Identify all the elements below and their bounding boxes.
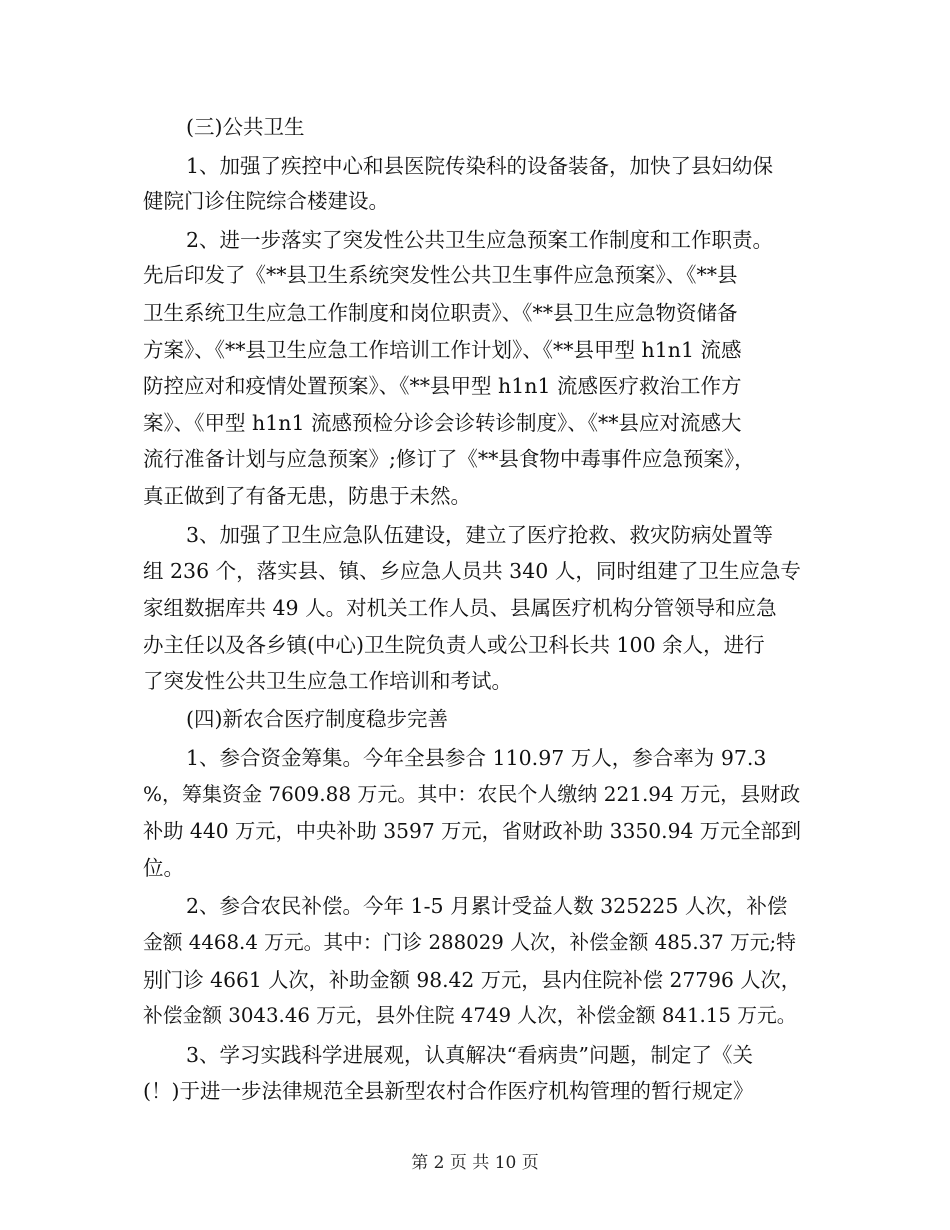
paragraph-line: 流行准备计划与应急预案》;修订了《**县食物中毒事件应急预案》， [143,447,755,471]
paragraph-line: 卫生系统卫生应急工作制度和岗位职责》、《**县卫生应急物资储备 [143,301,738,325]
paragraph-line: 3、学习实践科学进展观，认真解决“看病贵”问题，制定了《关 [186,1043,754,1067]
paragraph-line: 防控应对和疫情处置预案》、《**县甲型 h1n1 流感医疗救治工作方 [143,374,742,398]
section-heading-new-rural-cooperative: (四)新农合医疗制度稳步完善 [186,707,448,731]
paragraph-line: 家组数据库共 49 人。对机关工作人员、县属医疗机构分管领导和应急 [143,596,777,620]
paragraph-line: 方案》、《**县卫生应急工作培训工作计划》、《**县甲型 h1n1 流感 [143,338,742,362]
paragraph-line: 2、参合农民补偿。今年 1-5 月累计受益人数 325225 人次，补偿 [186,894,788,918]
page-number-footer: 第 2 页 共 10 页 [411,1153,539,1173]
paragraph-line: 金额 4468.4 万元。其中：门诊 288029 人次，补偿金额 485.37 万元;特 [143,931,796,954]
paragraph-line: 健院门诊住院综合楼建设。 [143,189,389,213]
paragraph-line: 3、加强了卫生应急队伍建设，建立了医疗抢救、救灾防病处置等 [186,523,774,547]
paragraph-line: 1、参合资金筹集。今年全县参合 110.97 万人，参合率为 97.3 [186,746,767,770]
section-heading-public-health: (三)公共卫生 [186,115,305,139]
paragraph-line: 先后印发了《**县卫生系统突发性公共卫生事件应急预案》、《**县 [143,263,738,287]
paragraph-line: 位。 [143,856,184,880]
paragraph-line: 补助 440 万元，中央补助 3597 万元，省财政补助 3350.94 万元全部到 [143,819,802,843]
paragraph-line: %，筹集资金 7609.88 万元。其中：农民个人缴纳 221.94 万元，县财政 [143,782,801,806]
paragraph-line: (！)于进一步法律规范全县新型农村合作医疗机构管理的暂行规定》 [143,1079,754,1103]
paragraph-line: 组 236 个，落实县、镇、乡应急人员共 340 人，同时组建了卫生应急专 [143,559,801,583]
paragraph-line: 真正做到了有备无患，防患于未然。 [143,484,471,508]
paragraph-line: 办主任以及各乡镇(中心)卫生院负责人或公卫科长共 100 余人，进行 [143,633,765,657]
paragraph-line: 补偿金额 3043.46 万元，县外住院 4749 人次，补偿金额 841.15 万元。 [143,1004,797,1027]
paragraph-line: 2、进一步落实了突发性公共卫生应急预案工作制度和工作职责。 [186,228,774,252]
paragraph-line: 案》、《甲型 h1n1 流感预检分诊会诊转诊制度》、《**县应对流感大 [143,411,742,435]
paragraph-line: 了突发性公共卫生应急工作培训和考试。 [143,669,512,693]
paragraph-line: 别门诊 4661 人次，补助金额 98.42 万元，县内住院补偿 27796 人次， [143,968,802,992]
paragraph-line: 1、加强了疾控中心和县医院传染科的设备装备，加快了县妇幼保 [186,154,774,178]
